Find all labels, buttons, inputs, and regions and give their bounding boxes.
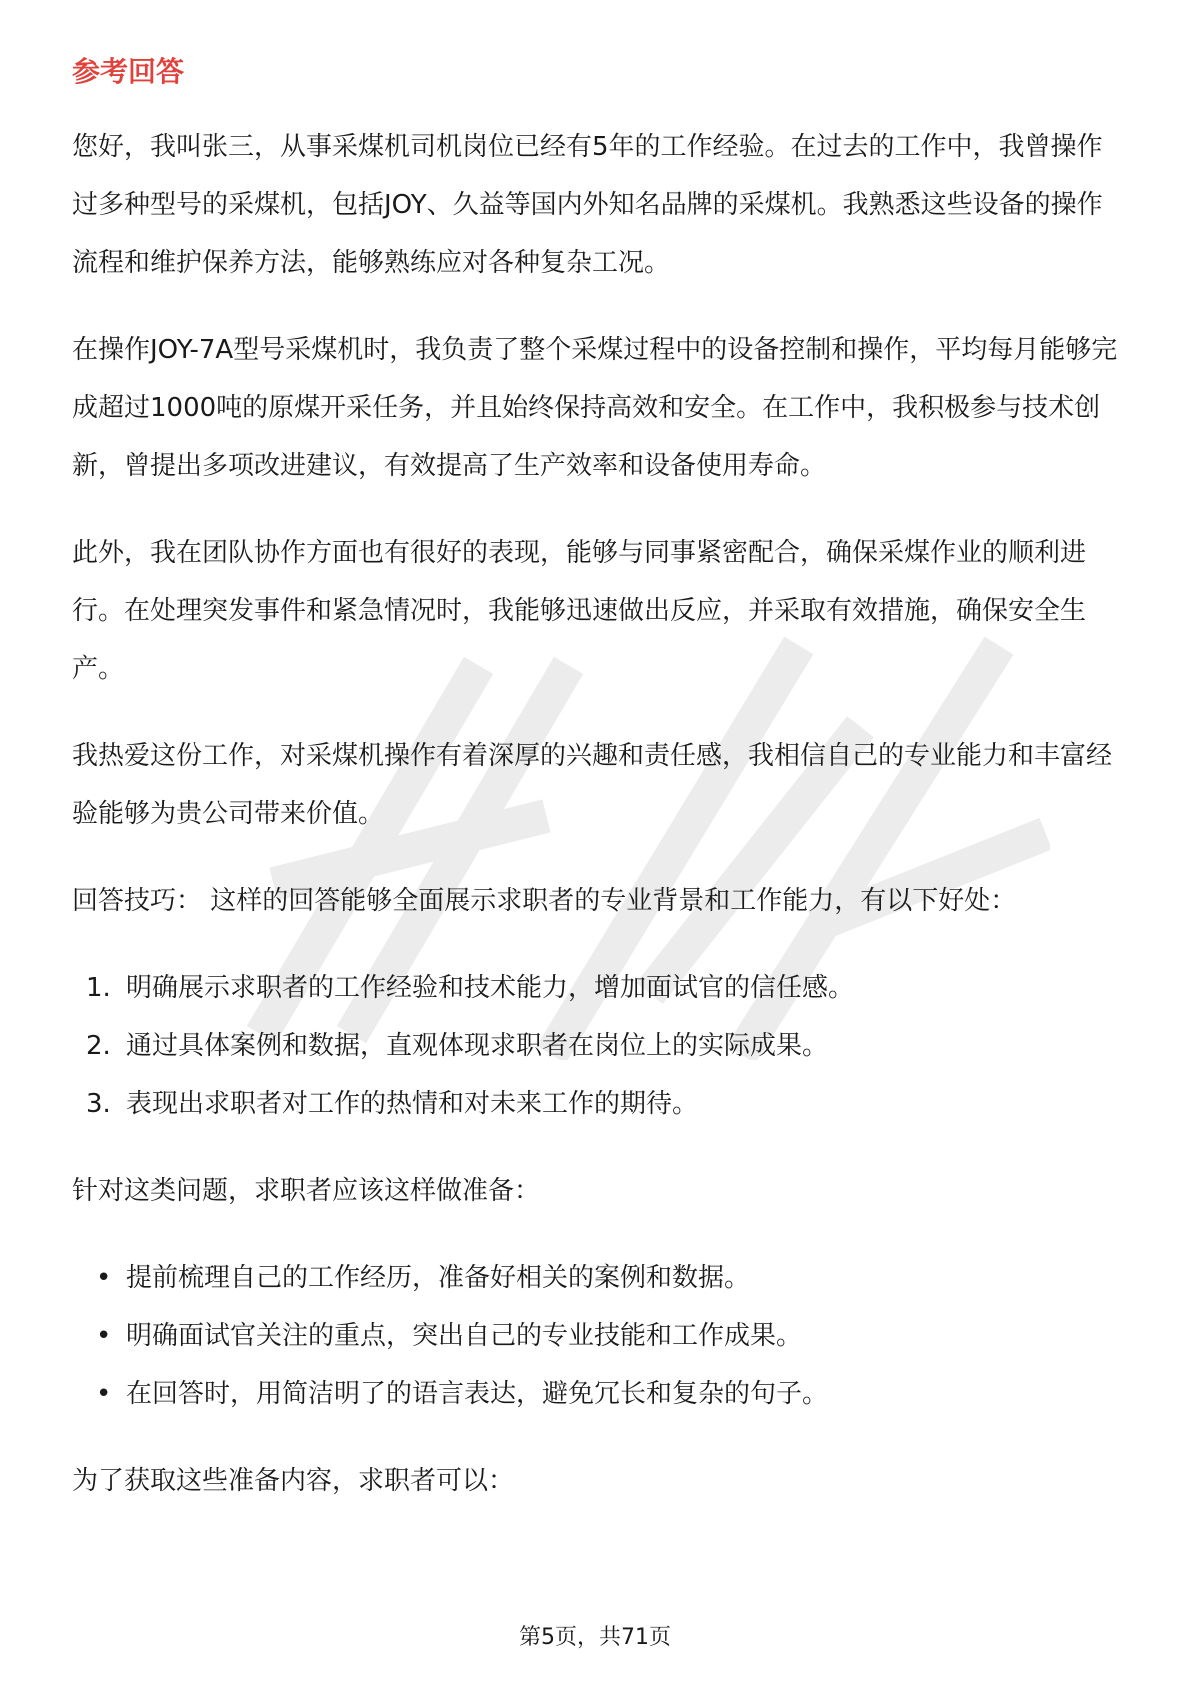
- list-item: [72, 1075, 1122, 1133]
- list-item: [72, 1017, 1122, 1075]
- list-item-text: 表现出求职者对工作的热情和对未来工作的期待。: [126, 1089, 699, 1119]
- bullet-icon: •: [96, 1263, 112, 1293]
- list-item-text: 明确展示求职者的工作经验和技术能力，增加面试官的信任感。: [126, 973, 855, 1003]
- list-number: 1.: [86, 973, 111, 1003]
- list-item-text: 在回答时，用简洁明了的语言表达，避免冗长和复杂的句子。: [126, 1379, 829, 1409]
- list-item: [72, 1249, 1122, 1307]
- paragraph-teamwork: 此外，我在团队协作方面也有很好的表现，能够与同事紧密配合，确保采煤作业的顺利进行。在处理突发事件和紧急情况时，我能够迅速做出反应，并采取有效措施，确保安全生产。: [72, 538, 1087, 684]
- bullet-icon: •: [96, 1379, 112, 1409]
- paragraph-closing: 我热爱这份工作，对采煤机操作有着深厚的兴趣和责任感，我相信自己的专业能力和丰富经验能够为贵公司带来价值。: [72, 741, 1113, 829]
- paragraph-intro: 您好，我叫张三，从事采煤机司机岗位已经有5年的工作经验。在过去的工作中，我曾操作过多种型号的采煤机，包括JOY、久益等国内外知名品牌的采煤机。我熟悉这些设备的操作流程和维护保养方法，能够熟练应对各种复杂工况。: [72, 132, 1103, 278]
- prep-intro: 针对这类问题，求职者应该这样做准备：: [72, 1176, 541, 1206]
- bullet-icon: •: [96, 1321, 112, 1351]
- tips-list: [72, 959, 1122, 1133]
- list-item-text: 明确面试官关注的重点，突出自己的专业技能和工作成果。: [126, 1321, 803, 1351]
- section-title: 参考回答: [72, 55, 185, 88]
- page-footer: 第5页，共71页: [519, 1625, 671, 1650]
- list-item: [72, 1307, 1122, 1365]
- tips-intro: 回答技巧： 这样的回答能够全面展示求职者的专业背景和工作能力，有以下好处：: [72, 886, 1017, 916]
- list-number: 3.: [86, 1089, 111, 1119]
- closing-intro: 为了获取这些准备内容，求职者可以：: [72, 1466, 515, 1496]
- list-item-text: 提前梳理自己的工作经历，准备好相关的案例和数据。: [126, 1263, 751, 1293]
- paragraph-experience: 在操作JOY-7A型号采煤机时，我负责了整个采煤过程中的设备控制和操作，平均每月能够完成超过1000吨的原煤开采任务，并且始终保持高效和安全。在工作中，我积极参与技术创新，曾提出多项改进建议，有效提高了生产效率和设备使用寿命。: [72, 335, 1118, 481]
- list-item: [72, 1365, 1122, 1423]
- list-number: 2.: [86, 1031, 111, 1061]
- list-item: [72, 959, 1122, 1017]
- main-content: [72, 48, 1122, 1539]
- list-item-text: 通过具体案例和数据，直观体现求职者在岗位上的实际成果。: [126, 1031, 829, 1061]
- prep-list: [72, 1249, 1122, 1423]
